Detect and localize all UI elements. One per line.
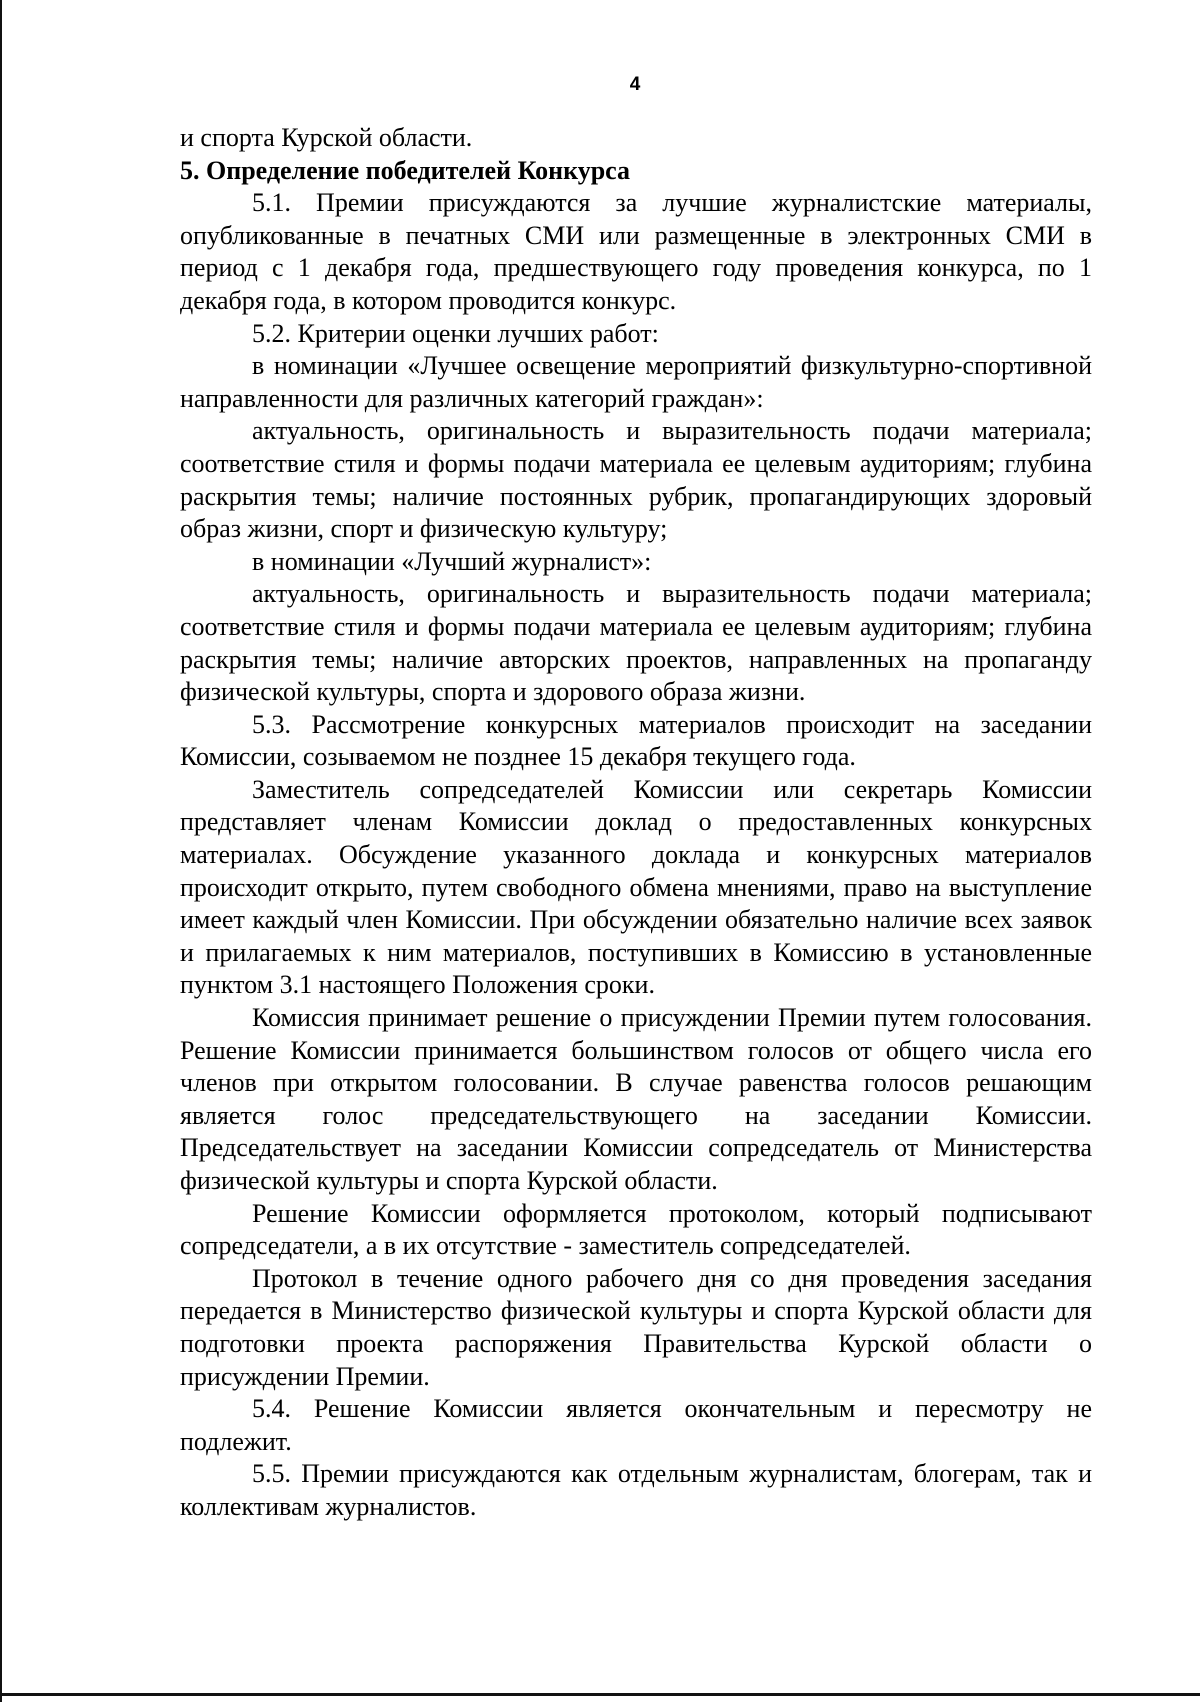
paragraph-deputy-report: Заместитель сопредседателей Комиссии или секретарь Комиссии представляет членам Комиссии доклад о предоставленных конкурсных материалах. Обсуждение указанного доклада и конкурсных материалов происходит открыто, путем свободного обмена мнениями, право на выступление имеет каждый член Комиссии. При обсуждении обязательно наличие всех заявок и прилагаемых к ним материалов, поступивших в Комиссию в установленные пунктом 3.1 настоящего Положения сроки. <box>180 774 1092 1000</box>
paragraph-5-1: 5.1. Премии присуждаются за лучшие журналистские материалы, опубликованные в печатных СМИ или размещенные в электронных СМИ в период с 1 декабря года, предшествующего году проведения конкурса, по 1 декабря года, в котором проводится конкурс. <box>180 188 1092 315</box>
scan-edge-left <box>0 0 2 1702</box>
paragraph-criteria-sport: актуальность, оригинальность и выразительность подачи материала; соответствие стиля и формы подачи материала ее целевым аудиториям; глубина раскрытия темы; наличие постоянных рубрик, пропагандирующих здоровый образ жизни, спорт и физическую культуру; <box>180 416 1092 544</box>
paragraph-voting: Комиссия принимает решение о присуждении Премии путем голосования. Решение Комиссии принимается большинством голосов от общего числа его членов при открытом голосовании. В случае равенства голосов решающим является голос председательствующего на заседании Комиссии. Председательствует на заседании Комиссии сопредседатель от Министерства физической культуры и спорта Курской области. <box>180 1003 1092 1195</box>
lead-line: и спорта Курской области. <box>180 123 473 152</box>
paragraph-5-4: 5.4. Решение Комиссии является окончательным и пересмотру не подлежит. <box>180 1394 1092 1456</box>
paragraph-protocol: Решение Комиссии оформляется протоколом, который подписывают сопредседатели, а в их отсутствие - заместитель сопредседателей. <box>180 1198 1092 1261</box>
section-title-text: 5. Определение победителей Конкурса <box>180 155 631 185</box>
section-title <box>180 155 1092 188</box>
scan-edge-bottom <box>0 1693 1200 1696</box>
page-number: 4 <box>629 74 641 95</box>
document-body <box>180 122 1092 1524</box>
paragraph-5-3: 5.3. Рассмотрение конкурсных материалов происходит на заседании Комиссии, созываемом не позднее 15 декабря текущего года. <box>180 709 1092 772</box>
paragraph-protocol-transfer: Протокол в течение одного рабочего дня со дня проведения заседания передается в Министерство физической культуры и спорта Курской области для подготовки проекта распоряжения Правительства Курской области о присуждении Премии. <box>180 1263 1092 1391</box>
paragraph-nomination-sport: в номинации «Лучшее освещение мероприятий физкультурно-спортивной направленности для различных категорий граждан»: <box>180 351 1092 413</box>
paragraph-nomination-journalist: в номинации «Лучший журналист»: <box>252 546 652 576</box>
paragraph-5-2: 5.2. Критерии оценки лучших работ: <box>252 318 659 348</box>
paragraph-5-5: 5.5. Премии присуждаются как отдельным журналистам, блогерам, так и коллективам журналистов. <box>180 1459 1092 1521</box>
paragraph-criteria-journalist: актуальность, оригинальность и выразительность подачи материала; соответствие стиля и формы подачи материала ее целевым аудиториям; глубина раскрытия темы; наличие авторских проектов, направленных на пропаганду физической культуры, спорта и здорового образа жизни. <box>180 579 1092 707</box>
